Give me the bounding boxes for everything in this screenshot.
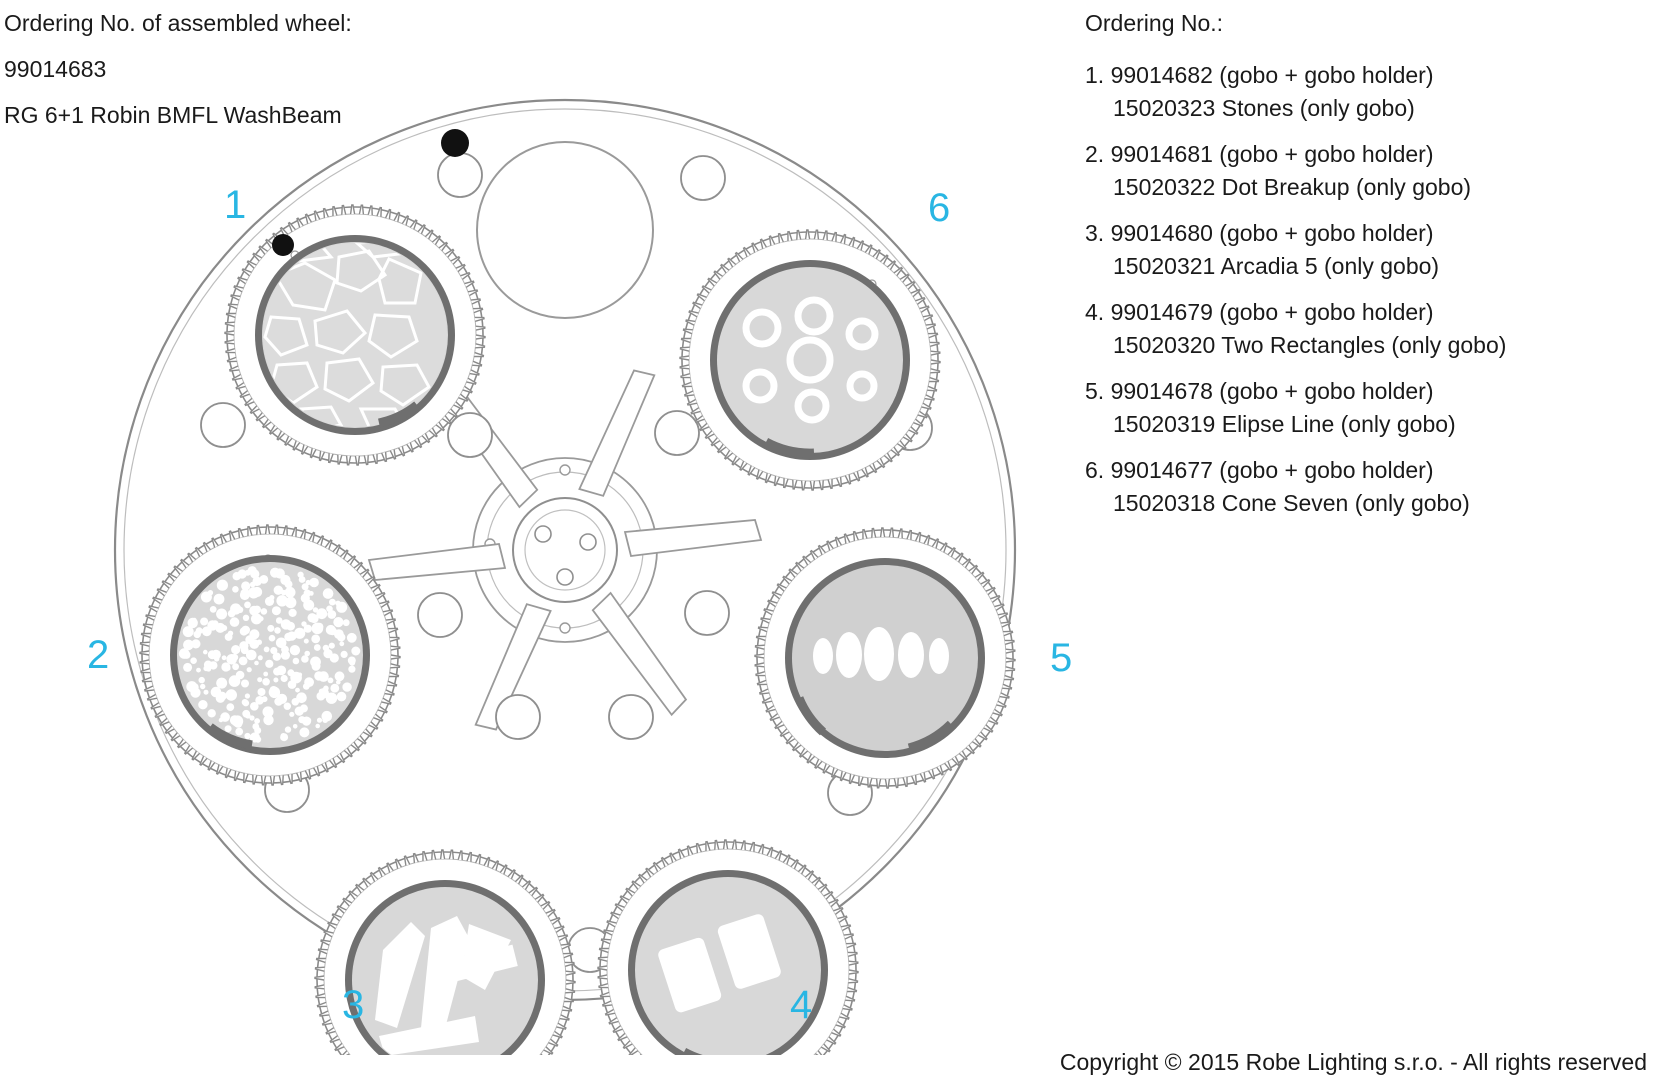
magnet-upper-left xyxy=(272,234,294,256)
order-gobo-number: 15020321 Arcadia 5 (only gobo) xyxy=(1113,253,1440,279)
list-item xyxy=(1085,217,1645,283)
callout-1: 1 xyxy=(224,183,247,227)
callout-6: 6 xyxy=(928,186,951,230)
order-holder-number: 99014677 (gobo + gobo holder) xyxy=(1110,457,1434,483)
gobo-module-6 xyxy=(680,230,940,490)
callout-3: 3 xyxy=(342,983,365,1027)
order-gobo-number: 15020319 Elipse Line (only gobo) xyxy=(1113,411,1456,437)
order-holder-number: 99014680 (gobo + gobo holder) xyxy=(1110,220,1434,246)
order-gobo-number: 15020323 Stones (only gobo) xyxy=(1113,95,1415,121)
center-aperture xyxy=(477,142,653,318)
ordering-list-title: Ordering No.: xyxy=(1085,10,1224,36)
order-gobo-number: 15020322 Dot Breakup (only gobo) xyxy=(1113,174,1472,200)
order-index: 2. xyxy=(1085,141,1105,167)
order-index: 3. xyxy=(1085,220,1105,246)
assembled-wheel-label: Ordering No. of assembled wheel: xyxy=(4,10,352,36)
order-gobo-number: 15020318 Cone Seven (only gobo) xyxy=(1113,490,1470,516)
gobo-module-5 xyxy=(755,528,1015,788)
order-holder-number: 99014681 (gobo + gobo holder) xyxy=(1110,141,1434,167)
ordering-list xyxy=(1085,0,1645,520)
gobo-wheel-drawing xyxy=(87,45,1110,1055)
callout-4: 4 xyxy=(790,983,813,1027)
callout-2: 2 xyxy=(87,633,110,677)
list-item xyxy=(1085,59,1645,125)
order-index: 1. xyxy=(1085,62,1105,88)
list-item xyxy=(1085,138,1645,204)
list-item xyxy=(1085,375,1645,441)
order-holder-number: 99014678 (gobo + gobo holder) xyxy=(1110,378,1434,404)
order-holder-number: 99014679 (gobo + gobo holder) xyxy=(1110,299,1434,325)
order-index: 6. xyxy=(1085,457,1105,483)
order-index: 5. xyxy=(1085,378,1105,404)
order-holder-number: 99014682 (gobo + gobo holder) xyxy=(1110,62,1434,88)
copyright-notice: Copyright © 2015 Robe Lighting s.r.o. - All rights reserved xyxy=(1059,1049,1647,1075)
order-gobo-number: 15020320 Two Rectangles (only gobo) xyxy=(1113,332,1507,358)
list-item xyxy=(1085,296,1645,362)
list-item xyxy=(1085,454,1645,520)
callout-5: 5 xyxy=(1050,636,1073,680)
gobo-module-1 xyxy=(225,205,485,465)
assembled-wheel-number: 99014683 xyxy=(4,56,107,82)
wheel-model-name: RG 6+1 Robin BMFL WashBeam xyxy=(4,102,342,128)
order-index: 4. xyxy=(1085,299,1105,325)
gobo-module-2 xyxy=(140,525,400,785)
magnet-top xyxy=(441,129,469,157)
